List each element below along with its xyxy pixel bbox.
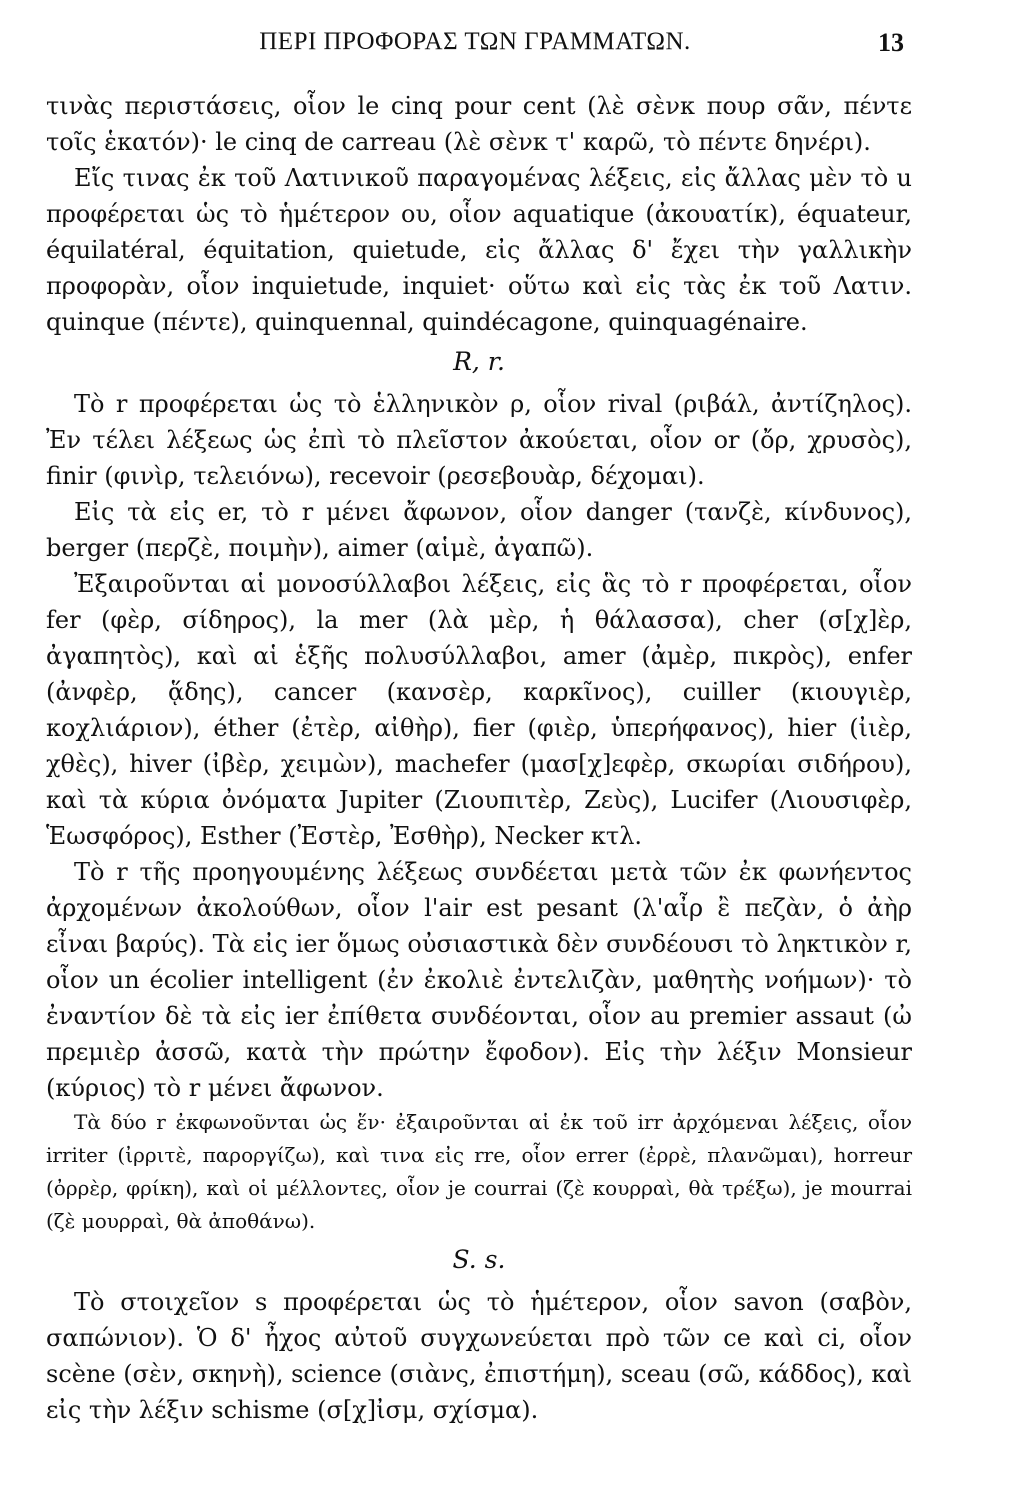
paragraph-u-latin: Εἴς τινας ἐκ τοῦ Λατινικοῦ παραγομένας λέξεις, εἰς ἄλλας μὲν τὸ u προφέρεται ὡς τὸ ἡμέτερον ου, οἷον aquatique (ἀκουατίκ), équateur, équilatéral, équitation, quietude, εἰς ἄλλας δ' ἔχει τὴν γαλλικὴν προφορὰν, οἷον inquietude, inquiet· οὕτω καὶ εἰς τὰς ἐκ τοῦ Λατιν. quinque (πέντε), quinquennal, quindécagone, quinquagénaire. (46, 164, 912, 336)
page-number: 13 (878, 28, 904, 57)
page-body (46, 88, 912, 1428)
paragraph-r-liaison: Τὸ r τῆς προηγουμένης λέξεως συνδέεται μετὰ τῶν ἐκ φωνήεντος ἀρχομένων ἀκολούθων, οἷον l'air est pesant (λ'αἶρ ἒ πεζὰν, ὁ ἀὴρ εἶναι βαρύς). Τὰ εἰς ier ὅμως οὐσιαστικὰ δὲν συνδέουσι τὸ ληκτικὸν r, οἷον un écolier intelligent (ἐν ἐκολιὲ ἐντελιζὰν, μαθητὴς νοήμων)· τὸ ἐναντίον δὲ τὰ εἰς ier ἐπίθετα συνδέονται, οἷον au premier assaut (ὠ πρεμιὲρ ἀσσῶ, κατὰ τὴν πρώτην ἔφοδον). Εἰς τὴν λέξιν Monsieur (κύριος) τὸ r μένει ἄφωνον. (46, 858, 912, 1102)
paragraph-u-continued: τινὰς περιστάσεις, οἷον le cinq pour cent (λὲ σὲνκ πουρ σᾶν, πέντε τοῖς ἑκατόν)· le cinq de carreau (λὲ σὲνκ τ' καρῶ, τὸ πέντε δηνέρι). (46, 92, 912, 156)
paragraph-r-intro: Τὸ r προφέρεται ὡς τὸ ἑλληνικὸν ρ, οἷον rival (ριβάλ, ἀντίζηλος). Ἐν τέλει λέξεως ὡς ἐπὶ τὸ πλεῖστον ἀκούεται, οἷον or (ὄρ, χρυσὸς), finir (φινὶρ, τελειόνω), recevoir (ρεσεβουὰρ, δέχομαι). (46, 390, 912, 490)
section-heading-s: S. s. (452, 1245, 506, 1274)
running-header: ΠΕΡΙ ΠΡΟΦΟΡΑΣ ΤΩΝ ΓΡΑΜΜΑΤΩΝ. (259, 28, 691, 55)
paragraph-s: Τὸ στοιχεῖον s προφέρεται ὡς τὸ ἡμέτερον, οἷον savon (σαβὸν, σαπώνιον). Ὁ δ' ἦχος αὐτοῦ συγχωνεύεται πρὸ τῶν ce καὶ ci, οἷον scène (σὲν, σκηνὴ), science (σιὰνς, ἐπιστήμη), sceau (σῶ, κάδδος), καὶ εἰς τὴν λέξιν schisme (σ[χ]ἰσμ, σχίσμα). (46, 1288, 912, 1424)
paragraph-r-er: Εἰς τὰ εἰς er, τὸ r μένει ἄφωνον, οἷον danger (τανζὲ, κίνδυνος), berger (περζὲ, ποιμὴν), aimer (αἱμὲ, ἀγαπῶ). (46, 498, 912, 562)
paragraph-rr: Τὰ δύο r ἐκφωνοῦνται ὡς ἕν· ἐξαιροῦνται αἱ ἐκ τοῦ irr ἀρχόμεναι λέξεις, οἷον irriter (ἰρριτὲ, παροργίζω), καὶ τινα εἰς rre, οἷον errer (ἐρρὲ, πλανῶμαι), horreur (ὀρρὲρ, φρίκη), καὶ οἱ μέλλοντες, οἷον je courrai (ζὲ κουρραὶ, θὰ τρέξω), je mourrai (ζὲ μουρραὶ, θὰ ἀποθάνω). (46, 1110, 912, 1233)
section-heading-r: R, r. (453, 347, 505, 376)
paragraph-r-exceptions: Ἐξαιροῦνται αἱ μονοσύλλαβοι λέξεις, εἰς ἃς τὸ r προφέρεται, οἷον fer (φὲρ, σίδηρος), la mer (λὰ μὲρ, ἡ θάλασσα), cher (σ[χ]ὲρ, ἀγαπητὸς), καὶ αἱ ἑξῆς πολυσύλλαβοι, amer (ἀμὲρ, πικρὸς), enfer (ἀνφὲρ, ᾅδης), cancer (κανσὲρ, καρκῖνος), cuiller (κιουγιὲρ, κοχλιάριον), éther (ἐτὲρ, αἰθὴρ), fier (φιὲρ, ὑπερήφανος), hier (ἰιὲρ, χθὲς), hiver (ἰβὲρ, χειμὼν), machefer (μασ[χ]εφὲρ, σκωρίαι σιδήρου), καὶ τὰ κύρια ὀνόματα Jupiter (Ζιουπιτὲρ, Ζεὺς), Lucifer (Λιουσιφὲρ, Ἑωσφόρος), Esther (Ἐστὲρ, Ἐσθὴρ), Necker κτλ. (46, 570, 912, 850)
